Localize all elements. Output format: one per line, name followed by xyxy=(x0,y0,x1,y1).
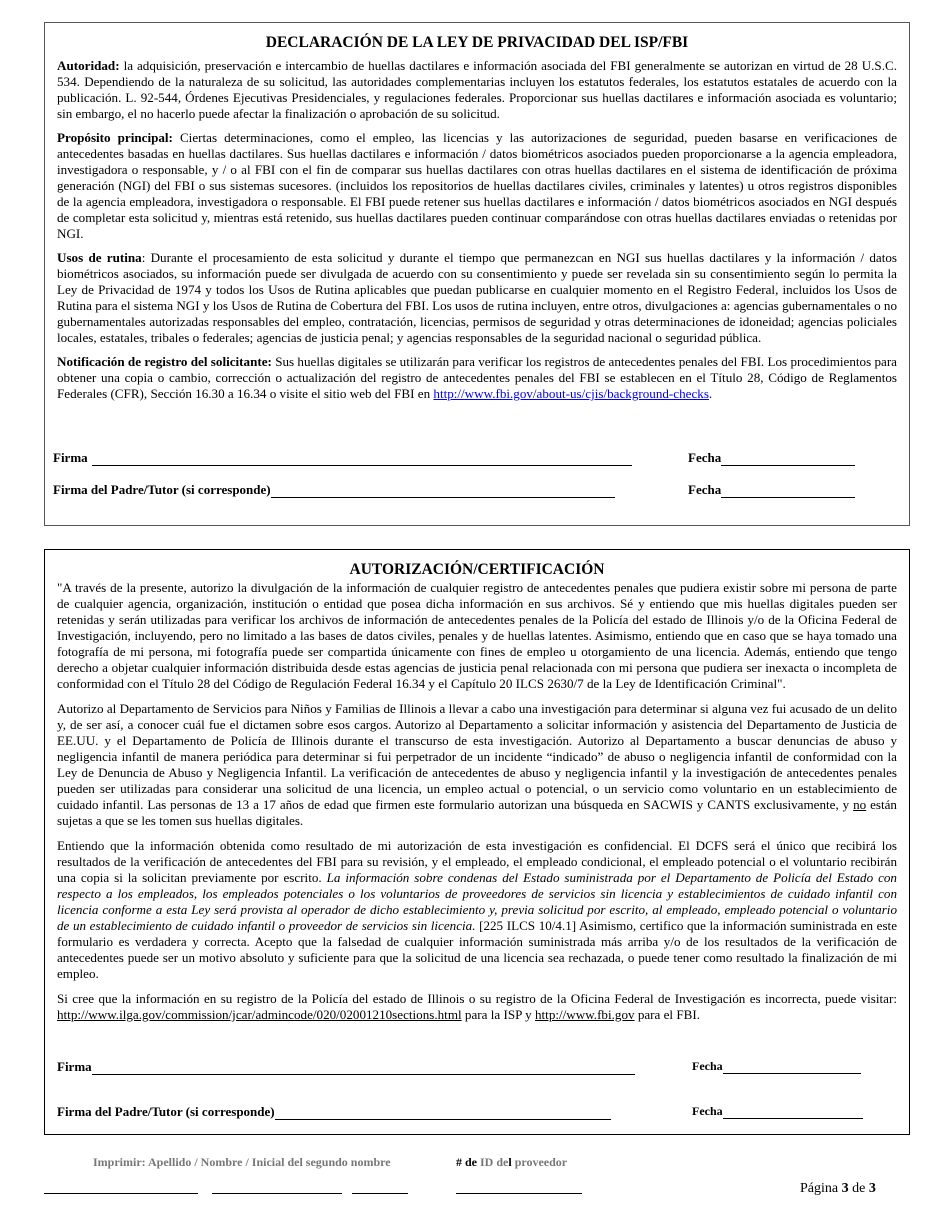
auth-guardian-line[interactable] xyxy=(275,1106,611,1120)
provider-id-end: proveedor xyxy=(511,1155,568,1169)
auth-date-line[interactable] xyxy=(723,1060,861,1074)
privacy-signature-row xyxy=(53,450,632,466)
auth-guardian-date-row xyxy=(692,1104,863,1119)
auth-guardian-date-label: Fecha xyxy=(692,1104,723,1118)
auth-signature-row xyxy=(57,1059,635,1075)
signature-line[interactable] xyxy=(92,452,632,466)
last-name-line[interactable] xyxy=(44,1193,198,1194)
authorization-p2-text: Autorizo al Departamento de Servicios para Niños y Familias de Illinois a llevar a cabo una investigación para determinar si alguna vez fui acusado de un delito y, de ser así, a conocer cuál fue el dictamen sobre esos cargos. Autorizo al Departamento a solicitar información y asistencia del Departamento de Justicia de EE.UU. y el Departamento de Policía de Illinois durante el transcurso de esta investigación. Autorizo al Departamento a buscar denuncias de abuso y negligencia infantil de manera periódica para determinar si fui perpetrador de un incidente “indicado” de abuso o negligencia infantil de conformidad con la Ley de Denuncia de Abuso y Negligencia Infantil. La verificación de antecedentes de abuso y negligencia infantil y la investigación de antecedentes penales pueden ser utilizadas para considerar una solicitud de una licencia, un empleo actual o potencial, o un servicio como voluntario en un establecimiento de cuidado infantil. Las personas de 13 a 17 años de edad que firmen este formulario autorizan una búsqueda en SACWIS y CANTS exclusivamente, y xyxy=(57,701,897,812)
notification-text: Sus huellas digitales se utilizarán para verificar los registros de antecedentes penales del FBI. Los procedimientos para obtener una copia o cambio, corrección o actualización del registro de antecedentes penales del FBI se establecen en el Título 28, Código de Reglamentos Federales (CFR), Sección 16.30 a 16.34 o visite el sitio web del FBI en xyxy=(57,354,897,401)
authorization-p2-end: están sujetas a que se les tomen sus huellas digitales. xyxy=(57,797,897,828)
provider-id-label xyxy=(456,1155,567,1170)
notification-end: . xyxy=(708,386,713,401)
privacy-guardian-date-row xyxy=(688,482,855,498)
page-total: 3 xyxy=(868,1181,876,1196)
authorization-p4-end: para el FBI. xyxy=(634,1007,700,1022)
auth-guardian-row xyxy=(57,1104,611,1120)
guardian-signature-label: Firma del Padre/Tutor (si corresponde) xyxy=(53,482,271,497)
first-name-line[interactable] xyxy=(212,1193,342,1194)
auth-guardian-date-line[interactable] xyxy=(723,1105,863,1119)
authorization-paragraph-1: "A través de la presente, autorizo la divulgación de la información de cualquier registro de antecedentes penales que pudiera existir sobre mi persona de parte de cualquier agencia, organización, institución o entidad que posea dicha información en sus archivos. Sé y entiendo que mis huellas digitales pueden ser retenidas y serán utilizadas para verificar los archivos de información de antecedentes penales de la Policía del estado de Illinois y/o de la Oficina Federal de Investigación, incluyendo, pero no limitado a las bases de datos civiles, penales y de huellas latentes. Asimismo, entiendo que en caso que se haya tomado una fotografía de mi persona, mi fotografía puede ser compartida únicamente con fines de empleo u otorgamiento de una licencia. Además, entiendo que tengo derecho a objetar cualquier información distribuida desde estas agencias de justicia penal relacionada con mi persona que pudiera ser inexacta o incompleta de conformidad con el Título 28 del Código de Regulación Federal 16.34 y el Capítulo 20 ILCS 2630/7 de la Ley de Identificación Criminal". xyxy=(57,580,897,691)
authorization-paragraph-4 xyxy=(57,991,897,1023)
page-prefix: Página xyxy=(800,1181,842,1196)
page-of: de xyxy=(848,1181,869,1196)
page-current: 3 xyxy=(841,1181,849,1196)
ilga-link[interactable]: http://www.ilga.gov/commission/jcar/admincode/020/02001210sections.html xyxy=(57,1007,462,1022)
routine-uses-paragraph xyxy=(57,250,897,346)
auth-guardian-label: Firma del Padre/Tutor (si corresponde) xyxy=(57,1104,275,1119)
guardian-date-label: Fecha xyxy=(688,482,722,497)
authorization-p3-end: [225 ILCS 10/4.1] Asimismo, certifico que la información suministrada en este formulario es verdadera y correcta. Acepto que la falsedad de cualquier información suministrada más arriba y/o de los resultados de la verificación de antecedentes puede ser un motivo absoluto y suficiente para que la solicitud de una licencia sea rechazada, o puede tener como resultado la finalización de mi empleo. xyxy=(57,918,898,981)
purpose-paragraph xyxy=(57,130,897,242)
auth-date-row xyxy=(692,1059,861,1074)
routine-uses-text: : Durante el procesamiento de esta solicitud y durante el tiempo que permanezcan en NGI sus huellas dactilares y la información / datos biométricos asociados, su información puede ser divulgada de acuerdo con su consentimiento y puede ser revelada sin su consentimiento según lo permita la Ley de Privacidad de 1974 y todos los Usos de Rutina aplicables que puedan publicarse en cualquier momento en el Registro Federal, incluidos los Usos de Rutina para el sistema NGI y los Usos de Rutina de Cobertura del FBI. Los usos de rutina incluyen, entre otros, divulgaciones a: agencias gubernamentales o no gubernamentales autorizadas responsables del empleo, contratación, licencias, permisos de seguridad y otras determinaciones de idoneidad; agencias policiales locales, estatales, tribales o federales; agencias de justicia penal; y agencias responsables de la seguridad nacional o seguridad pública. xyxy=(57,250,897,345)
provider-id-line[interactable] xyxy=(456,1193,582,1194)
middle-initial-line[interactable] xyxy=(352,1193,408,1194)
authorization-p4-mid: para la ISP y xyxy=(461,1007,535,1022)
purpose-label: Propósito principal: xyxy=(57,130,173,145)
fbi-link[interactable]: http://www.fbi.gov xyxy=(535,1007,635,1022)
signature-label: Firma xyxy=(53,450,88,465)
guardian-signature-line[interactable] xyxy=(271,484,615,498)
authorization-p4-text: Si cree que la información en su registro de la Policía del estado de Illinois o su registro de la Oficina Federal de Investigación es incorrecta, puede visitar: xyxy=(57,991,897,1006)
date-line[interactable] xyxy=(721,452,855,466)
authorization-section xyxy=(44,549,910,1135)
auth-signature-line[interactable] xyxy=(92,1061,635,1075)
authority-paragraph xyxy=(57,58,897,122)
authorization-title: AUTORIZACIÓN/CERTIFICACIÓN xyxy=(349,561,605,578)
fbi-background-checks-link[interactable]: http://www.fbi.gov/about-us/cjis/background-checks xyxy=(433,386,709,401)
privacy-date-row xyxy=(688,450,855,466)
authorization-paragraph-3 xyxy=(57,838,897,982)
auth-date-label: Fecha xyxy=(692,1059,723,1073)
guardian-date-line[interactable] xyxy=(721,484,855,498)
provider-id-mid: ID de xyxy=(480,1155,509,1169)
authority-label: Autoridad: xyxy=(57,58,120,73)
authorization-p3-text: Entiendo que la información obtenida como resultado de mi autorización de esta investigación es confidencial. El DCFS será el único que recibirá los resultados de la verificación de antecedentes del FBI para su revisión, y el empleado, el empleado condicional, el empleado potencial o el voluntario recibirán una copia si la solicitan previamente por escrito. xyxy=(57,838,897,885)
date-label: Fecha xyxy=(688,450,722,465)
purpose-text: Ciertas determinaciones, como el empleo, las licencias y las autorizaciones de seguridad, pueden basarse en verificaciones de antecedentes basadas en huellas dactilares. Sus huellas dactilares e información / datos biométricos asociados pueden proporcionarse a la agencia empleadora, investigadora o responsable, y / o al FBI con el fin de comparar sus huellas dactilares con otras huellas dactilares en el sistema de identificación de próxima generación (NGI) del FBI o sus sistemas sucesores. (incluidos los repositorios de huellas dactilares civiles, criminales y latentes) u otros registros disponibles de la agencia empleadora, investigadora o responsable. El FBI puede retener sus huellas dactilares e información / datos biométricos asociados en NGI después de completar esta solicitud y, mientras está retenido, sus huellas dactilares pueden continuar comparándose con otras huellas dactilares enviadas o retenidas por NGI. xyxy=(57,130,898,241)
authorization-p3-italic: La información sobre condenas del Estado suministrada por el Departamento de Policía del Estado con respecto a los empleados, los empleados potenciales o los voluntarios de proveedores de servicios sin licencia y establecimientos de cuidado infantil con licencia conforme a esta Ley será provista al operador de dicho establecimiento y, previa solicitud por escrito, al empleado, empleado potencial o voluntario de un establecimiento de cuidado infantil o proveedor de servicios sin licencia. xyxy=(57,870,897,933)
authorization-paragraph-2 xyxy=(57,701,897,829)
print-name-label: Imprimir: Apellido / Nombre / Inicial del segundo nombre xyxy=(93,1155,391,1169)
provider-id-hash: # de xyxy=(456,1155,480,1169)
authority-text: la adquisición, preservación e intercambio de huellas dactilares e información asociada del FBI generalmente se autorizan en virtud de 28 U.S.C. 534. Dependiendo de la naturaleza de su solicitud, las autoridades complementarias incluyen los estatutos federales, los estatutos estatales de acuerdo con la publicación. L. 92-544, Órdenes Ejecutivas Presidenciales, y regulaciones federales. Proporcionar sus huellas dactilares e información asociada es voluntario; sin embargo, el no hacerlo puede afectar la finalización o aprobación de su solicitud. xyxy=(57,58,897,121)
notification-label: Notificación de registro del solicitante: xyxy=(57,354,272,369)
page-number xyxy=(800,1181,876,1197)
underlined-no: no xyxy=(853,797,867,812)
notification-paragraph xyxy=(57,354,897,402)
routine-uses-label: Usos de rutina xyxy=(57,250,142,265)
privacy-guardian-row xyxy=(53,482,615,498)
privacy-title: DECLARACIÓN DE LA LEY DE PRIVACIDAD DEL ISP/FBI xyxy=(265,34,689,51)
auth-signature-label: Firma xyxy=(57,1059,92,1074)
provider-id-l: l xyxy=(508,1155,512,1169)
